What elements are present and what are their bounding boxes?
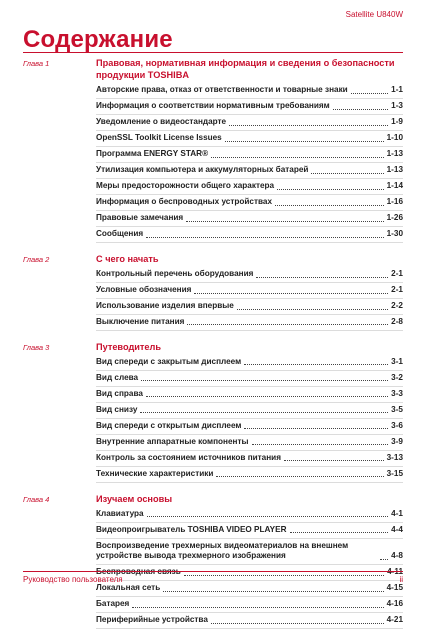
dot-leader [225, 141, 384, 142]
toc-entry-page: 2-1 [391, 269, 403, 279]
toc-entry-page: 2-1 [391, 285, 403, 295]
dot-leader [132, 607, 383, 608]
toc-entry-title: Вид спереди с открытым дисплеем [96, 420, 242, 430]
toc-entry-page: 3-9 [391, 436, 403, 446]
toc-entry-title: Вид снизу [96, 404, 138, 414]
toc-entry-title: Клавиатура [96, 508, 144, 518]
toc-entry-link[interactable] [96, 83, 403, 99]
toc-entry-page: 1-10 [386, 133, 403, 143]
chapter-title-link[interactable]: Путеводитель [96, 341, 162, 352]
toc-entry-link[interactable] [96, 435, 403, 451]
toc-entry-link[interactable] [96, 613, 403, 629]
dot-leader [277, 189, 384, 190]
toc-entry-link[interactable] [96, 467, 403, 483]
toc-entry-link[interactable] [96, 267, 403, 283]
toc-entry-page: 4-8 [391, 551, 403, 561]
toc-entry-link[interactable] [96, 539, 403, 565]
toc-entry-title: Информация о беспроводных устройствах [96, 197, 273, 207]
toc-entry-title: Выключение питания [96, 316, 185, 326]
toc-entry-page: 1-9 [391, 117, 403, 127]
toc-entry-page: 1-26 [386, 213, 403, 223]
toc-entry-title: Локальная сеть [96, 583, 161, 593]
toc-entry-title: Контрольный перечень оборудования [96, 269, 254, 279]
dot-leader [275, 205, 384, 206]
chapter-body [96, 493, 403, 629]
chapter-label: Глава 4 [23, 494, 50, 504]
toc-entry-link[interactable] [96, 507, 403, 523]
toc-entry-page: 3-3 [391, 388, 403, 398]
toc-entry-page: 1-3 [391, 101, 403, 111]
dot-leader [244, 428, 388, 429]
toc-entry-page: 4-16 [386, 599, 403, 609]
toc-entry-page: 4-1 [391, 508, 403, 518]
toc-entry-link[interactable] [96, 597, 403, 613]
toc-entry-link[interactable] [96, 355, 403, 371]
toc-entry-page: 3-1 [391, 356, 403, 366]
dot-leader [256, 277, 388, 278]
chapter-label: Глава 2 [23, 254, 50, 264]
toc-entry-link[interactable] [96, 523, 403, 539]
toc-entry-link[interactable] [96, 565, 403, 581]
chapter-label: Глава 1 [23, 59, 50, 68]
dot-leader [290, 532, 389, 533]
page-title: Содержание [23, 26, 173, 53]
toc-entry-link[interactable] [96, 211, 403, 227]
dot-leader [284, 460, 384, 461]
dot-leader [216, 476, 383, 477]
toc-entry-page: 1-30 [386, 229, 403, 239]
toc-entry-page: 3-5 [391, 404, 403, 414]
toc-entry-link[interactable] [96, 387, 403, 403]
dot-leader [237, 309, 388, 310]
toc-entry-page: 4-15 [386, 583, 403, 593]
dot-leader [244, 364, 388, 365]
toc-entry-title: Контроль за состоянием источников питания [96, 452, 281, 462]
dot-leader [194, 293, 388, 294]
header-model: Satellite U840W [345, 10, 403, 19]
toc-entry-title: Информация о соответствии нормативным требованиям [96, 101, 330, 111]
toc-entry-link[interactable] [96, 179, 403, 195]
toc-entry-title: Беспроводная связь [96, 567, 181, 577]
toc-entry-title: Правовые замечания [96, 213, 184, 223]
dot-leader [163, 591, 383, 592]
dot-leader [187, 324, 388, 325]
toc-entry-title: Условные обозначения [96, 285, 192, 295]
dot-leader [140, 412, 388, 413]
dot-leader [311, 173, 383, 174]
dot-leader [141, 380, 388, 381]
chapter-title-link[interactable]: Правовая, нормативная информация и сведения о безопасности продукции TOSHIBA [96, 58, 395, 80]
chapter-title-link[interactable]: С чего начать [96, 253, 159, 264]
toc-entry-page: 2-8 [391, 316, 403, 326]
toc-entry-link[interactable] [96, 419, 403, 435]
toc-entry-link[interactable] [96, 315, 403, 331]
chapter-title-link[interactable]: Изучаем основы [96, 493, 173, 504]
chapter-section [23, 253, 403, 331]
toc-entry-link[interactable] [96, 403, 403, 419]
table-of-contents [23, 57, 403, 629]
chapter-label: Глава 3 [23, 342, 50, 352]
toc-entry-title: Внутренние аппаратные компоненты [96, 436, 249, 446]
toc-entry-title: Сообщения [96, 229, 144, 239]
title-divider [23, 52, 403, 53]
dot-leader [186, 221, 383, 222]
dot-leader [351, 93, 388, 94]
toc-entry-title: Воспроизведение трехмерных видеоматериалов на внешнем устройстве вывода трехмерного изображения [96, 540, 349, 561]
dot-leader [147, 516, 389, 517]
toc-entry-page: 4-21 [386, 615, 403, 625]
toc-entry-link[interactable] [96, 131, 403, 147]
dot-leader [229, 125, 388, 126]
toc-entry-page: 1-14 [386, 181, 403, 191]
dot-leader [380, 559, 388, 560]
toc-entry-page: 2-2 [391, 301, 403, 310]
toc-entry-link[interactable] [96, 147, 403, 163]
toc-entry-link[interactable] [96, 299, 403, 315]
dot-leader [146, 237, 383, 238]
toc-entry-title: Видеопроигрыватель TOSHIBA VIDEO PLAYER [96, 524, 287, 534]
chapter-section [23, 57, 403, 243]
toc-entry-link[interactable] [96, 99, 403, 115]
toc-entry-link[interactable] [96, 163, 403, 179]
toc-entry-link[interactable] [96, 451, 403, 467]
chapter-body [96, 341, 403, 483]
toc-entry-title: Периферийные устройства [96, 615, 208, 625]
toc-entry-title: Использование изделия впервые [96, 301, 234, 310]
toc-entry-page: 3-6 [391, 420, 403, 430]
chapter-section [23, 493, 403, 629]
toc-entry-link[interactable] [96, 371, 403, 387]
toc-entry-page: 3-13 [386, 452, 403, 462]
toc-entry-page: 4-11 [387, 567, 403, 577]
dot-leader [252, 444, 389, 445]
dot-leader [333, 109, 388, 110]
footer-page-number: ii [399, 575, 403, 584]
toc-entry-title: Вид спереди с закрытым дисплеем [96, 356, 242, 366]
toc-entry-page: 3-15 [386, 468, 403, 478]
chapter-body [96, 253, 403, 331]
toc-entry-link[interactable] [96, 115, 403, 131]
dot-leader [146, 396, 388, 397]
chapter-section [23, 341, 403, 483]
toc-entry-title: Технические характеристики [96, 468, 214, 478]
toc-entry-page: 1-13 [386, 149, 403, 159]
dot-leader [184, 575, 384, 576]
footer-divider [23, 571, 403, 572]
toc-entry-title: Батарея [96, 599, 130, 609]
toc-entry-title: Авторские права, отказ от ответственности и товарные знаки [96, 85, 348, 95]
toc-entry-title: Вид справа [96, 388, 143, 398]
toc-entry-link[interactable] [96, 283, 403, 299]
toc-entry-page: 1-16 [386, 197, 403, 207]
toc-entry-page: 1-1 [391, 85, 403, 95]
toc-entry-title: Вид слева [96, 372, 139, 382]
toc-entry-title: Программа ENERGY STAR® [96, 149, 209, 159]
chapter-body [96, 57, 403, 243]
toc-entry-title: Утилизация компьютера и аккумуляторных батарей [96, 165, 309, 175]
toc-entry-link[interactable] [96, 227, 403, 243]
toc-entry-link[interactable] [96, 195, 403, 211]
toc-entry-title: Уведомление о видеостандарте [96, 117, 227, 127]
toc-entry-page: 4-4 [391, 524, 403, 534]
toc-entry-page: 1-13 [386, 165, 403, 175]
dot-leader [211, 157, 384, 158]
footer-manual-name: Руководство пользователя [23, 575, 123, 584]
dot-leader [211, 623, 384, 624]
toc-entry-title: OpenSSL Toolkit License Issues [96, 133, 222, 143]
toc-entry-page: 3-2 [391, 372, 403, 382]
toc-entry-title: Меры предосторожности общего характера [96, 181, 275, 191]
